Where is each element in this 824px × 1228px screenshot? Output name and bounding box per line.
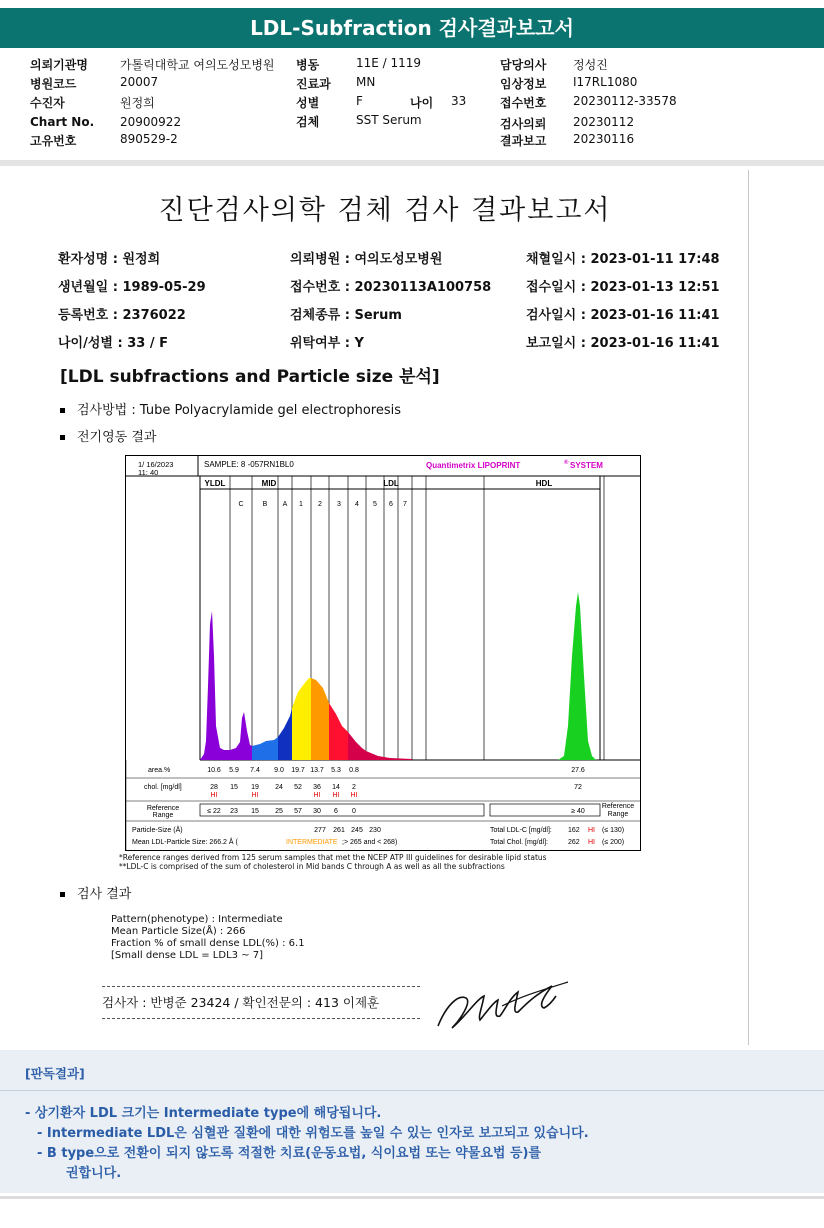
result-fraction: Fraction % of small dense LDL(%) : 6.1 (111, 938, 305, 949)
chol-value-8: 2 (352, 784, 356, 791)
ward-value: 11E / 1119 (356, 56, 422, 70)
peak-ldl1 (292, 678, 311, 760)
band-label-6: 6 (389, 501, 393, 508)
total-chol-flag: HI (588, 839, 595, 846)
info-receipt-datetime: 접수일시 : 2023-01-13 12:51 (526, 280, 720, 295)
age-value: 33 (451, 94, 467, 108)
judgement-divider (0, 1090, 824, 1091)
band-label-2: 2 (318, 501, 322, 508)
ref-box (200, 804, 484, 816)
chol-flag-7: HI (332, 792, 340, 799)
specimen-label: 검체 (296, 115, 320, 129)
result-definition: [Small dense LDL = LDL3 ~ 7] (111, 950, 264, 961)
band-label-3: 3 (337, 501, 341, 508)
report-title: LDL-Subfraction 검사결과보고서 (250, 16, 574, 40)
report-date-label: 결과보고 (500, 134, 547, 148)
band-label-1: 1 (299, 501, 303, 508)
document-title: 진단검사의학 검체 검사 결과보고서 (158, 195, 612, 226)
chol-value-5: 52 (294, 784, 302, 791)
tester-bottom-rule (102, 1018, 420, 1019)
sex-value: F (356, 94, 363, 108)
collector-label: 수진자 (30, 96, 65, 110)
doctor-label: 담당의사 (500, 58, 547, 72)
clinical-label: 임상정보 (500, 77, 547, 91)
chol-value-6: 36 (313, 784, 321, 791)
info-outsourced: 위탁여부 : Y (290, 336, 364, 351)
chol-value-4: 24 (275, 784, 283, 791)
area-value-4: 9.0 (274, 767, 284, 774)
ref-value-6: 30 (313, 808, 321, 815)
chol-flag-6: HI (313, 792, 321, 799)
chol-flag-1: HI (210, 792, 218, 799)
sex-label: 성별 (296, 96, 320, 110)
doctor-value: 정성진 (573, 58, 608, 72)
report-paper (22, 170, 749, 1045)
request-value: 20230112 (573, 115, 635, 129)
electro-line (60, 426, 156, 445)
judgement-line-1: - 상기환자 LDL 크기는 Intermediate type에 해당됩니다. (25, 1106, 382, 1121)
total-chol-label: Total Chol. [mg/dl]: (490, 839, 548, 846)
particle-size-label: Particle-Size (Å) (132, 827, 183, 834)
total-ldl-ref: (≤ 130) (602, 827, 625, 834)
hospital-value: 가톨릭대학교 여의도성모병원 (120, 58, 275, 72)
info-requesting-hospital: 의뢰병원 : 여의도성모병원 (290, 252, 443, 267)
peak-mid-a (278, 708, 292, 760)
method-line (60, 399, 401, 418)
total-chol-ref: (≤ 200) (602, 839, 625, 846)
signature-image (432, 976, 572, 1036)
area-label: area.% (148, 767, 171, 774)
chart-no-value: 20900922 (120, 115, 182, 129)
tester-line: 검사자 : 반병준 23424 / 확인전문의 : 413 이제훈 (102, 995, 380, 1010)
ref-value-1: ≤ 22 (207, 808, 221, 815)
hdl-ref-value: ≥ 40 (571, 808, 585, 815)
lipoprint-svg (126, 456, 640, 850)
ref-right-label-1: Reference (601, 803, 635, 810)
collector-value: 원정희 (120, 96, 155, 110)
band-label-7: 7 (403, 501, 407, 508)
area-value-3: 7.4 (250, 767, 260, 774)
unique-no-label: 고유번호 (30, 134, 77, 148)
result-details (111, 914, 305, 962)
ward-label: 병동 (296, 58, 320, 72)
tester-top-rule (102, 986, 420, 987)
judgement-line-3: - B type으로 전환이 되지 않도록 적절한 치료(운동요법, 식이요법 또는 약물요법 등)를 (37, 1146, 542, 1161)
lipoprint-chart (125, 455, 641, 851)
info-test-datetime: 검사일시 : 2023-01-16 11:41 (526, 308, 720, 323)
chol-value-2: 15 (230, 784, 238, 791)
chol-value-7: 14 (332, 784, 340, 791)
total-ldl-label: Total LDL-C [mg/dl]: (490, 827, 552, 834)
chart-brand: Quantimetrix LIPOPRINT (426, 461, 521, 470)
method-text: 검사방법 : Tube Polyacrylamide gel electrophoresis (77, 403, 402, 418)
group-label-ldl: LDL (383, 479, 399, 488)
area-value-8: 0.8 (349, 767, 359, 774)
reference-notes (119, 853, 547, 871)
band-label-B: B (262, 501, 268, 508)
note-2: **LDL-C is comprised of the sum of cholesterol in Mid bands C through A as well as all the subfractions (119, 862, 505, 871)
receipt-label: 접수번호 (500, 96, 547, 110)
ref-value-4: 25 (275, 808, 283, 815)
band-label-5: 5 (373, 501, 377, 508)
band-label-4: 4 (355, 501, 359, 508)
total-chol-value: 262 (568, 839, 580, 846)
clinical-value: I17RL1080 (573, 75, 638, 89)
chart-brand-system: SYSTEM (570, 461, 603, 470)
ref-value-7: 6 (334, 808, 338, 815)
mean-size-tail: ;> 265 and < 268) (342, 839, 398, 846)
chart-no-label: Chart No. (30, 115, 95, 129)
note-1: *Reference ranges derived from 125 serum samples that met the NCEP ATP III guidelines for desirable lipid status (119, 853, 547, 862)
ref-value-2: 23 (230, 808, 238, 815)
ref-value-8: 0 (352, 808, 356, 815)
peak-hdl (558, 592, 596, 760)
report-title-bar (0, 8, 824, 48)
chol-label: chol. [mg/dl] (144, 784, 182, 791)
peak-mid-b (252, 737, 278, 760)
chol-flag-3: HI (251, 792, 259, 799)
request-label: 검사의뢰 (500, 117, 547, 131)
total-ldl-value: 162 (568, 827, 580, 834)
group-label-hdl: HDL (535, 479, 553, 488)
hospital-label: 의뢰기관명 (30, 58, 88, 72)
age-label: 나이 (410, 96, 434, 110)
band-label-C: C (238, 501, 244, 508)
result-line (60, 883, 131, 902)
area-value-2: 5.9 (229, 767, 239, 774)
code-label: 병원코드 (30, 77, 77, 91)
receipt-value: 20230112-33578 (573, 94, 677, 108)
bottom-rule (0, 1196, 824, 1199)
judgement-panel (0, 1050, 824, 1193)
section-title: [LDL subfractions and Particle size 분석] (60, 367, 440, 387)
group-label-vldl: YLDL (204, 479, 226, 488)
info-receipt-number: 접수번호 : 20230113A100758 (290, 280, 492, 295)
mean-size-label: Mean LDL-Particle Size: 266.2 Å ( (132, 839, 238, 846)
peak-ldl3 (329, 703, 348, 760)
info-patient-name: 환자성명 : 원정희 (58, 252, 161, 267)
unique-no-value: 890529-2 (120, 132, 178, 146)
chart-time: 11: 40 (138, 468, 159, 477)
judgement-line-4: 권합니다. (66, 1166, 122, 1181)
info-registration-number: 등록번호 : 2376022 (58, 308, 186, 323)
code-value: 20007 (120, 75, 159, 89)
particle-size-1: 277 (314, 827, 326, 834)
area-value-5: 19.7 (291, 767, 305, 774)
peak-vldl (200, 611, 230, 760)
peak-mid-c-area (230, 712, 252, 760)
chart-sample: SAMPLE: 8 -057RN1BL0 (204, 460, 294, 469)
ref-right-label-2: Range (607, 811, 629, 818)
judgement-title: [판독결과] (25, 1066, 85, 1081)
ref-value-5: 57 (294, 808, 302, 815)
chart-date: 1/ 16/2023 (138, 460, 174, 469)
info-age-sex: 나이/성별 : 33 / F (58, 336, 169, 351)
area-value-1: 10.6 (207, 767, 221, 774)
electro-text: 전기영동 결과 (77, 430, 157, 445)
info-birth-date: 생년월일 : 1989-05-29 (58, 280, 206, 295)
result-title: 검사 결과 (77, 887, 132, 902)
peak-ldl4 (348, 732, 366, 760)
result-mean-size: Mean Particle Size(Å) : 266 (111, 926, 246, 937)
info-report-datetime: 보고일시 : 2023-01-16 11:41 (526, 336, 720, 351)
chol-value-1: 28 (210, 784, 218, 791)
info-collection-datetime: 채혈일시 : 2023-01-11 17:48 (526, 252, 720, 267)
group-label-mid: MID (261, 479, 277, 488)
bullet-icon (60, 892, 65, 897)
mean-size-type: INTERMEDIATE (286, 839, 338, 846)
chol-flag-8: HI (350, 792, 358, 799)
chart-brand-reg: ® (564, 460, 569, 466)
header-separator (0, 160, 824, 166)
info-specimen-type: 검체종류 : Serum (290, 308, 402, 323)
band-label-A: A (282, 501, 288, 508)
area-value-7: 5.3 (331, 767, 341, 774)
chol-value-3: 19 (251, 784, 259, 791)
bullet-icon (60, 408, 65, 413)
peak-ldl2 (311, 678, 329, 760)
bullet-icon (60, 435, 65, 440)
hdl-chol-value: 72 (574, 784, 582, 791)
total-ldl-flag: HI (588, 827, 595, 834)
hdl-area-value: 27.6 (571, 767, 585, 774)
particle-size-3: 245 (351, 827, 363, 834)
patient-header (0, 54, 824, 152)
dept-label: 진료과 (296, 77, 331, 91)
particle-size-2: 261 (333, 827, 345, 834)
specimen-value: SST Serum (356, 113, 422, 127)
dept-value: MN (356, 75, 376, 89)
area-value-6: 13.7 (310, 767, 324, 774)
ref-label-2: Range (152, 812, 174, 819)
ref-value-3: 15 (251, 808, 259, 815)
ref-label-1: Reference (146, 805, 180, 812)
report-date-value: 20230116 (573, 132, 635, 146)
peak-ldl5-7 (366, 751, 412, 760)
judgement-line-2: - Intermediate LDL은 심혈관 질환에 대한 위험도를 높일 수 있는 인자로 보고되고 있습니다. (37, 1126, 589, 1141)
particle-size-4: 230 (369, 827, 381, 834)
result-pattern: Pattern(phenotype) : Intermediate (111, 914, 283, 925)
